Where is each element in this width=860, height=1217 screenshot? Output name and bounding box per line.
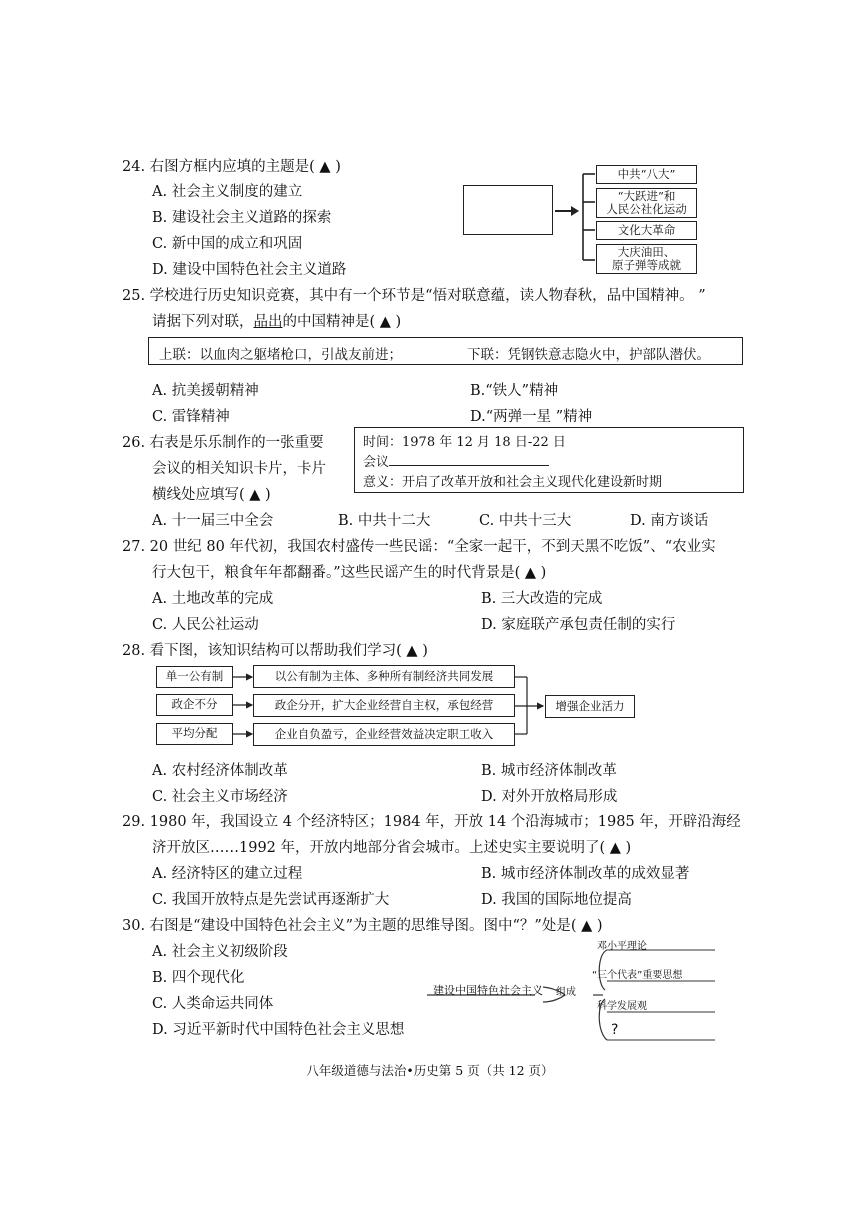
q24-item-bada-text: 中共“八大” [617, 166, 676, 181]
q28-option-b: B. 城市经济体制改革 [481, 763, 617, 779]
q24-item-dayuejin-text2: 人民公社化运动 [606, 202, 687, 216]
q25-couplet-upper: 上联：以血肉之躯堵枪口，引战友前进； [159, 347, 402, 363]
q30-option-a: A. 社会主义初级阶段 [152, 944, 288, 960]
q26-card-meeting-label: 会议 [363, 455, 390, 470]
q28-left-box-2-text: 政企不分 [171, 697, 218, 712]
q24-blank-box [463, 185, 553, 235]
q26-stem-line3: 横线处应填写( ▲ ) [152, 487, 271, 503]
q28-connectors [230, 660, 550, 755]
q26-card-time: 时间：1978 年 12 月 18 日-22 日 [363, 435, 566, 450]
q28-option-d: D. 对外开放格局形成 [481, 789, 618, 805]
q26-card-blank [389, 453, 549, 466]
q28-right-box-text: 增强企业活力 [555, 698, 625, 713]
q28-right-box [545, 695, 635, 718]
q24-item-dayuejin-text1: “大跃进”和 [617, 188, 676, 203]
q30-mindmap-branch: 组成 [556, 987, 576, 998]
q30-mindmap-item-1: 邓小平理论 [597, 941, 647, 952]
q25-option-b: B.“铁人”精神 [470, 383, 559, 399]
q29-option-c: C. 我国开放特点是先尝试再逐渐扩大 [152, 892, 390, 908]
q28-mid-box-1-text: 以公有制为主体、多种所有制经济共同发展 [274, 668, 494, 683]
q24-item-wenge [596, 221, 697, 240]
q29-stem-line1: 29. 1980 年，我国设立 4 个经济特区；1984 年，开放 14 个沿海城市；1985 年，开辟沿海经 [122, 814, 741, 830]
q25-stem-line1: 25. 学校进行历史知识竞赛，其中有一个环节是“悟对联意蕴，读人物春秋，品中国精神。 ” [122, 288, 706, 304]
q28-left-box-1 [156, 666, 233, 688]
q26-option-a: A. 十一届三中全会 [152, 513, 274, 529]
q27-option-c: C. 人民公社运动 [152, 617, 259, 633]
q29-option-b: B. 城市经济体制改革的成效显著 [481, 866, 690, 882]
page-footer: 八年级道德与法治•历史第 5 页（共 12 页） [306, 1063, 554, 1078]
q26-knowledge-card [354, 427, 744, 493]
q27-option-b: B. 三大改造的完成 [481, 591, 603, 607]
q30-option-d: D. 习近平新时代中国特色社会主义思想 [152, 1022, 405, 1038]
q26-option-c: C. 中共十三大 [479, 513, 572, 529]
q24-item-bada [596, 165, 697, 184]
q25-stem-suffix: 的中国精神是( ▲ ) [282, 314, 402, 330]
q30-mindmap-item-2: “三个代表”重要思想 [592, 970, 683, 981]
q29-option-d: D. 我国的国际地位提高 [481, 892, 632, 908]
q30-option-c: C. 人类命运共同体 [152, 996, 274, 1012]
q26-card-meaning: 意义：开启了改革开放和社会主义现代化建设新时期 [363, 475, 663, 490]
q25-stem-underlined: 品出 [253, 314, 283, 330]
q24-option-b: B. 建设社会主义道路的探索 [152, 210, 332, 226]
q25-couplet-box [148, 337, 743, 365]
q24-option-d: D. 建设中国特色社会主义道路 [152, 262, 347, 278]
q24-item-achievements-text2: 原子弹等成就 [612, 258, 681, 272]
q28-option-c: C. 社会主义市场经济 [152, 789, 288, 805]
q25-option-d: D.“两弹一星 ”精神 [470, 409, 593, 425]
q26-stem-line2: 会议的相关知识卡片，卡片 [152, 461, 326, 477]
q28-left-box-2 [156, 694, 233, 716]
q24-item-wenge-text: 文化大革命 [617, 222, 676, 237]
q28-left-box-3 [156, 723, 233, 745]
q24-item-dayuejin [596, 188, 697, 218]
q26-stem-line1: 26. 右表是乐乐制作的一张重要 [122, 435, 324, 451]
q30-option-b: B. 四个现代化 [152, 970, 245, 986]
q24-option-c: C. 新中国的成立和巩固 [152, 236, 303, 252]
q26-option-d: D. 南方谈话 [630, 513, 709, 529]
q27-stem-line1: 27. 20 世纪 80 年代初，我国农村盛传一些民谣：“全家一起干，不到天黑不吃饭”、“农业实 [122, 539, 716, 555]
q29-option-a: A. 经济特区的建立过程 [152, 866, 303, 882]
q27-stem-line2: 行大包干，粮食年年都翻番。”这些民谣产生的时代背景是( ▲ ) [152, 565, 547, 581]
q25-option-c: C. 雷锋精神 [152, 409, 230, 425]
q28-left-box-3-text: 平均分配 [171, 726, 218, 741]
q28-mid-box-2-text: 政企分开，扩大企业经营自主权，承包经营 [274, 697, 494, 712]
q28-option-a: A. 农村经济体制改革 [152, 763, 288, 779]
q30-mindmap-item-4: ? [611, 1022, 619, 1038]
q25-option-a: A. 抗美援朝精神 [152, 383, 259, 399]
q25-couplet-lower: 下联：凭钢铁意志隐火中，护部队潜伏。 [467, 347, 710, 363]
q24-option-a: A. 社会主义制度的建立 [152, 184, 303, 200]
q24-item-achievements [596, 244, 697, 274]
q26-card-meeting [363, 451, 549, 470]
q24-stem: 24. 右图方框内应填的主题是( ▲ ) [122, 159, 341, 175]
q28-left-box-1-text: 单一公有制 [165, 669, 224, 684]
q30-mindmap-item-3: 科学发展观 [597, 1001, 647, 1012]
q27-option-a: A. 土地改革的完成 [152, 591, 274, 607]
q24-item-achievements-text1: 大庆油田、 [617, 244, 676, 259]
q25-stem-line2 [152, 310, 401, 331]
q28-mid-box-3-text: 企业自负盈亏，企业经营效益决定职工收入 [274, 726, 494, 741]
q26-option-b: B. 中共十二大 [338, 513, 431, 529]
q27-option-d: D. 家庭联产承包责任制的实行 [481, 617, 676, 633]
q30-mindmap-root: 建设中国特色社会主义 [433, 984, 543, 997]
q28-stem: 28. 看下图，该知识结构可以帮助我们学习( ▲ ) [122, 643, 428, 659]
q25-stem-prefix: 请据下列对联， [152, 314, 254, 330]
q29-stem-line2: 济开放区……1992 年，开放内地部分省会城市。上述史实主要说明了( ▲ ) [152, 840, 632, 856]
q30-stem: 30. 右图是“建设中国特色社会主义”为主题的思维导图。图中“？”处是( ▲ ) [122, 918, 603, 934]
